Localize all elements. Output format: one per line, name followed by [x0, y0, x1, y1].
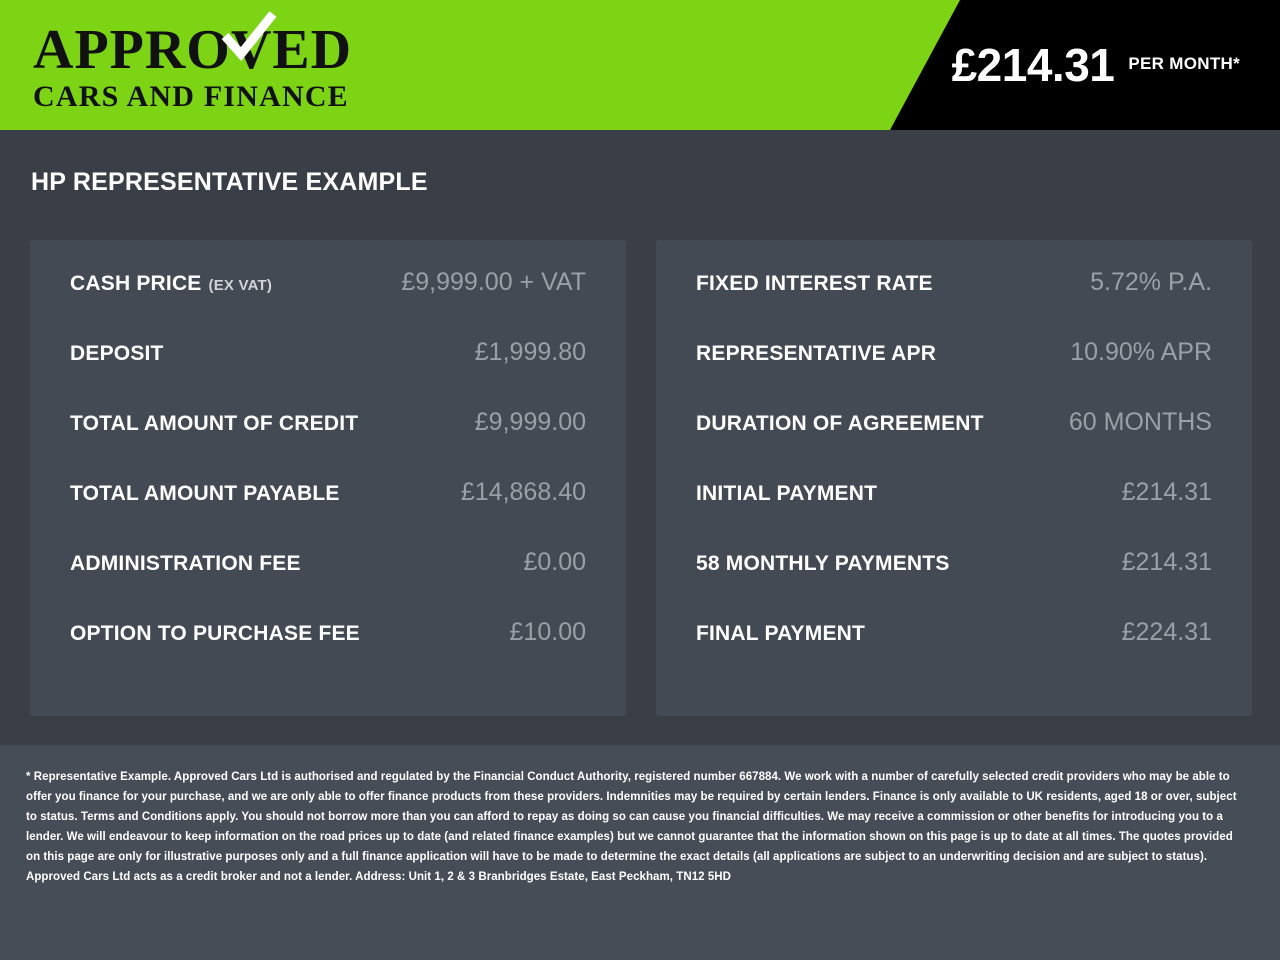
row-label-text: DURATION OF AGREEMENT [696, 412, 984, 435]
row-label-text: 58 MONTHLY PAYMENTS [696, 552, 950, 575]
row-label-text: DEPOSIT [70, 342, 164, 365]
row-value: £224.31 [1121, 618, 1212, 646]
logo-word-approved [33, 19, 473, 81]
main-content [0, 130, 1280, 745]
row-value: £9,999.00 + VAT [401, 268, 586, 296]
footer-disclaimer [0, 745, 1280, 960]
disclaimer-text: * Representative Example. Approved Cars Ltd is authorised and regulated by the Financial Conduct Authority, registered number 667884. We work with a number of carefully selected credit providers who may be able to offer you finance for your purchase, and we are only able to offer finance products from these providers. Indemnities may be required by certain lenders. Finance is only available to UK residents, aged 18 or over, subject to status. Terms and Conditions apply. You should not borrow more than you can afford to repay as doing so can cause you financial difficulties. We may receive a commission or other benefits for introducing you to a lender. We will endeavour to keep information on the road prices up to date (and related finance examples) but we cannot guarantee that the information shown on this page is up to date at all times. The quotes provided on this page are only for illustrative purposes only and a full finance application will have to be made to determine the exact details (all applications are subject to an underwriting decision and are subject to status). Approved Cars Ltd acts as a credit broker and not a lender. Address: Unit 1, 2 & 3 Branbridges Estate, East Peckham, TN12 5HD [26, 771, 1237, 883]
row-label [70, 482, 347, 506]
left-details-panel [30, 240, 626, 716]
row-value: £14,868.40 [460, 478, 586, 506]
row-label-text: TOTAL AMOUNT PAYABLE [70, 482, 340, 505]
row-label-text: CASH PRICE [70, 272, 202, 295]
row-value: 10.90% APR [1070, 338, 1212, 366]
row-label-text: ADMINISTRATION FEE [70, 552, 301, 575]
row-label [70, 622, 367, 646]
monthly-price [952, 0, 1240, 130]
right-details-panel [656, 240, 1252, 716]
table-row [696, 478, 1212, 548]
page-header [0, 0, 1280, 130]
row-label [696, 342, 943, 366]
price-period-label: PER MONTH* [1128, 54, 1240, 73]
row-label [70, 342, 171, 366]
row-label-text: REPRESENTATIVE APR [696, 342, 937, 365]
row-label-text: OPTION TO PURCHASE FEE [70, 622, 360, 645]
check-icon [219, 10, 277, 68]
row-label-text: FINAL PAYMENT [696, 622, 866, 645]
table-row [696, 618, 1212, 688]
example-panels [30, 240, 1252, 716]
row-value: £214.31 [1121, 548, 1212, 576]
row-value: £10.00 [509, 618, 586, 646]
row-label [696, 482, 884, 506]
table-row [70, 338, 586, 408]
company-logo [33, 19, 473, 114]
table-row [696, 548, 1212, 618]
table-row [70, 268, 586, 338]
row-value: £214.31 [1121, 478, 1212, 506]
table-row [70, 478, 586, 548]
page-title: HP REPRESENTATIVE EXAMPLE [31, 168, 428, 196]
row-label [70, 272, 272, 296]
table-row [696, 408, 1212, 478]
row-label [70, 412, 365, 436]
logo-bottom-text: CARS AND FINANCE [33, 80, 349, 113]
row-label [696, 622, 872, 646]
table-row [696, 268, 1212, 338]
row-label [696, 272, 940, 296]
logo-top-text: APPROVED [33, 19, 353, 81]
row-label-text: INITIAL PAYMENT [696, 482, 878, 505]
row-value: 60 MONTHS [1068, 408, 1212, 436]
table-row [70, 618, 586, 688]
row-value: £0.00 [523, 548, 586, 576]
table-row [696, 338, 1212, 408]
table-row [70, 408, 586, 478]
table-row [70, 548, 586, 618]
price-amount: £214.31 [951, 39, 1115, 91]
row-label [696, 552, 957, 576]
row-value: 5.72% P.A. [1090, 268, 1212, 296]
row-label-text: TOTAL AMOUNT OF CREDIT [70, 412, 359, 435]
row-label-note: (EX VAT) [208, 277, 273, 294]
row-value: £9,999.00 [474, 408, 586, 436]
row-value: £1,999.80 [474, 338, 586, 366]
row-label [70, 552, 308, 576]
row-label-text: FIXED INTEREST RATE [696, 272, 933, 295]
row-label [696, 412, 991, 436]
